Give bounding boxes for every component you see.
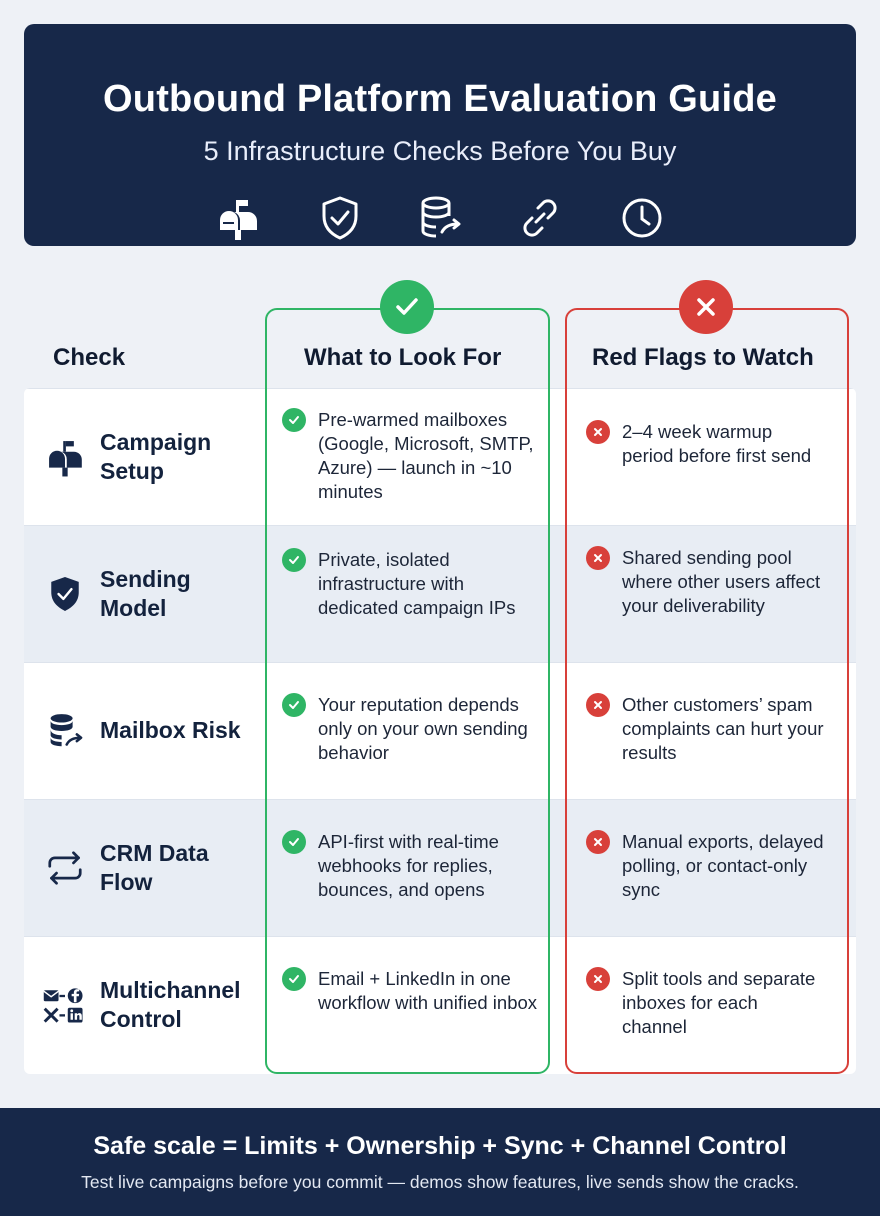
- link-icon: [514, 192, 566, 244]
- footer-headline: Safe scale = Limits + Ownership + Sync + Channel Control: [93, 1132, 787, 1160]
- page-title: Outbound Platform Evaluation Guide: [103, 78, 777, 120]
- comparison-table: [24, 280, 856, 1074]
- bad-text: Split tools and separate inboxes for each channel: [622, 968, 816, 1037]
- x-badge-icon: [679, 280, 733, 334]
- check-circle-icon: [282, 830, 306, 854]
- bad-cell: [586, 420, 826, 557]
- check-name: CRM Data Flow: [100, 839, 209, 895]
- mailbox-icon: [40, 432, 90, 482]
- check-cell-campaign-setup: [40, 388, 260, 525]
- bad-cell: [586, 830, 826, 967]
- good-cell: [282, 548, 542, 685]
- bad-text: 2–4 week warmup period before first send: [622, 421, 812, 466]
- check-name: Mailbox Risk: [100, 717, 241, 743]
- shield-check-icon: [40, 569, 90, 619]
- check-name: Multichannel Control: [100, 976, 241, 1032]
- check-name: Campaign Setup: [100, 428, 212, 484]
- mailbox-icon: [212, 192, 264, 244]
- good-text: Your reputation depends only on your own sending behavior: [318, 694, 528, 763]
- good-cell: [282, 408, 542, 545]
- bad-cell: [586, 967, 826, 1104]
- x-circle-icon: [586, 693, 610, 717]
- header-icon-row: [24, 192, 856, 246]
- bad-text: Other customers’ spam complaints can hurt your results: [622, 694, 824, 763]
- check-circle-icon: [282, 548, 306, 572]
- multichannel-icon: [40, 980, 90, 1030]
- x-circle-icon: [586, 546, 610, 570]
- check-circle-icon: [282, 693, 306, 717]
- bad-text: Manual exports, delayed polling, or contact-only sync: [622, 831, 824, 900]
- header-banner: [24, 24, 856, 246]
- footer-subtext: Test live campaigns before you commit — demos show features, live sends show the cracks.: [81, 1172, 799, 1192]
- good-text: Pre-warmed mailboxes (Google, Microsoft, SMTP, Azure) — launch in ~10 minutes: [318, 409, 534, 502]
- column-header-good: What to Look For: [304, 344, 502, 371]
- good-text: Private, isolated infrastructure with dedicated campaign IPs: [318, 549, 516, 618]
- x-circle-icon: [586, 420, 610, 444]
- page-subtitle: 5 Infrastructure Checks Before You Buy: [203, 136, 677, 166]
- x-circle-icon: [586, 967, 610, 991]
- check-cell-crm-data-flow: [40, 799, 260, 936]
- database-export-icon: [40, 706, 90, 756]
- database-export-icon: [414, 192, 466, 244]
- checkmark-badge-icon: [380, 280, 434, 334]
- check-cell-mailbox-risk: [40, 662, 260, 799]
- check-cell-multichannel-control: [40, 936, 260, 1073]
- sync-arrows-icon: [40, 843, 90, 893]
- shield-check-icon: [314, 192, 366, 244]
- good-cell: [282, 693, 542, 830]
- bad-text: Shared sending pool where other users affect your deliverability: [622, 547, 821, 616]
- bad-cell: [586, 546, 826, 683]
- good-text: Email + LinkedIn in one workflow with unified inbox: [318, 968, 538, 1013]
- check-name: Sending Model: [100, 565, 191, 621]
- check-circle-icon: [282, 408, 306, 432]
- good-cell: [282, 830, 542, 967]
- footer-banner: [0, 1108, 880, 1216]
- column-header-check: Check: [53, 344, 126, 371]
- good-text: API-first with real-time webhooks for replies, bounces, and opens: [318, 831, 499, 900]
- x-circle-icon: [586, 830, 610, 854]
- good-cell: [282, 967, 542, 1104]
- clock-icon: [616, 192, 668, 244]
- check-circle-icon: [282, 967, 306, 991]
- column-header-bad: Red Flags to Watch: [592, 344, 814, 371]
- check-cell-sending-model: [40, 525, 260, 662]
- bad-cell: [586, 693, 826, 830]
